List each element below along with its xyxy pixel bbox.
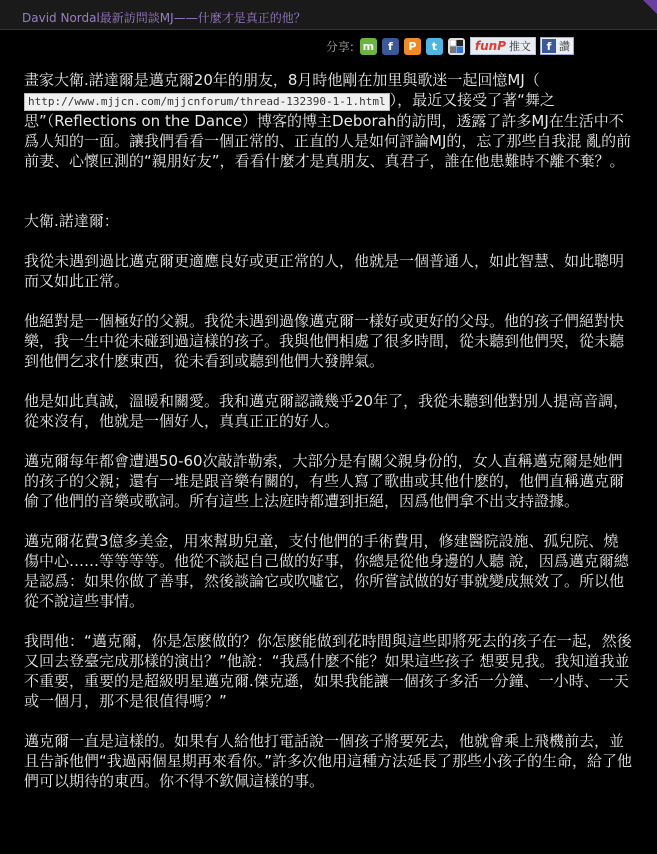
share-bar	[0, 30, 657, 62]
post-title-bar	[0, 0, 657, 30]
intro-text-b: ），最近又接受了著“舞之思”（Reflections on the Dance）博客的博主Deborah的訪問，透露了許多MJ在生活中不爲人知的一面。讓我們看看一個正常的、正直的人是如何評論MJ的，忘了那些自我混 亂的前前妻、心懷叵測的“親朋好友”，看看什麼才是真朋友、真君子，誰在他患難時不離不棄？。	[24, 91, 632, 170]
paragraph-6: 我問他：“邁克爾，你是怎麽做的？你怎麽能做到花時間與這些即將死去的孩子在一起，然後又回去登臺完成那樣的演出？”他說：“我爲什麽不能？如果這些孩子 想要見我。我知道我並不重要，重要的是超級明星邁克爾.傑克遜，如果我能讓一個孩子多活一分鐘、一小時、一天或一個月，那不是很值得嗎？”	[24, 632, 632, 710]
facebook-icon[interactable]: f	[382, 38, 399, 55]
source-link[interactable]: http://www.mjjcn.com/mjjcnforum/thread-132390-1-1.html	[24, 93, 390, 111]
plurk-icon[interactable]: m	[360, 38, 377, 55]
facebook-like-button[interactable]	[540, 37, 574, 55]
paragraph-5: 邁克爾花費3億多美金，用來幫助兒童，支付他們的手術費用，修建醫院設施、孤兒院、燒傷中心……等等等等。他從不談起自己做的好事，你總是從他身邊的人聽 說，因爲邁克爾總是認爲：如果你做了善事，然後談論它或吹噓它，你所嘗試做的好事就變成無效了。所以他從不說這些事情。	[24, 532, 629, 610]
article-body	[0, 62, 657, 791]
paragraph-4: 邁克爾每年都會遭遇50-60次敲詐勒索，大部分是有關父親身份的，女人直稱邁克爾是她們的孩子的父親；還有一堆是跟音樂有關的，有些人寫了歌曲或其他什麽的，他們直稱邁克爾偷了他們的音樂或歌詞。所有這些上法庭時都遭到拒絕，因爲他們拿不出支持證據。	[24, 452, 625, 510]
delicious-icon[interactable]	[448, 38, 465, 55]
paragraph-2: 他絕對是一個極好的父親。我從未遇到過像邁克爾一樣好或更好的父母。他的孩子們絕對快樂，我一生中從未碰到過這樣的孩子。我與他們相處了很多時間，從未聽到他們哭，從未聽到他們乞求什麽東西，從未看到或聽到他們大發脾氣。	[24, 312, 625, 370]
intro-paragraph	[24, 70, 633, 171]
corner-triangle-icon	[643, 0, 657, 14]
spacer	[24, 191, 633, 211]
funp-logo: funP	[474, 39, 506, 53]
intro-text-a: 畫家大衛.諾達爾是邁克爾20年的朋友，8月時他剛在加里與歌迷一起回憶MJ（	[24, 71, 540, 89]
paragraph-1: 我從未遇到過比邁克爾更適應良好或更正常的人，他就是一個普通人，如此智慧、如此聰明而又如此正常。	[24, 252, 625, 290]
facebook-like-label: 讚	[559, 40, 570, 53]
delicious-icon-graphic	[450, 40, 463, 53]
facebook-f-icon: f	[542, 39, 556, 53]
funp-label: 推文	[509, 40, 531, 53]
p-icon[interactable]: P	[404, 38, 421, 55]
post-title[interactable]: David Nordal最新訪問談MJ——什麼才是真正的他？	[22, 11, 306, 25]
twitter-icon[interactable]: t	[426, 38, 443, 55]
funp-share-button[interactable]	[470, 37, 536, 55]
paragraph-3: 他是如此真誠，溫暖和關愛。我和邁克爾認識幾乎20年了，我從未聽到他對別人提高音調，從來沒有，他就是一個好人，真真正正的好人。	[24, 392, 629, 430]
paragraph-7: 邁克爾一直是這樣的。如果有人給他打電話說一個孩子將要死去，他就會乘上飛機前去，並且告訴他們“我過兩個星期再來看你。”許多次他用這種方法延長了那些小孩子的生命，給了他們可以期待的東西。你不得不欽佩這樣的事。	[24, 732, 633, 790]
speaker-label: 大衛.諾達爾：	[24, 212, 119, 230]
share-label: 分享:	[325, 39, 354, 54]
